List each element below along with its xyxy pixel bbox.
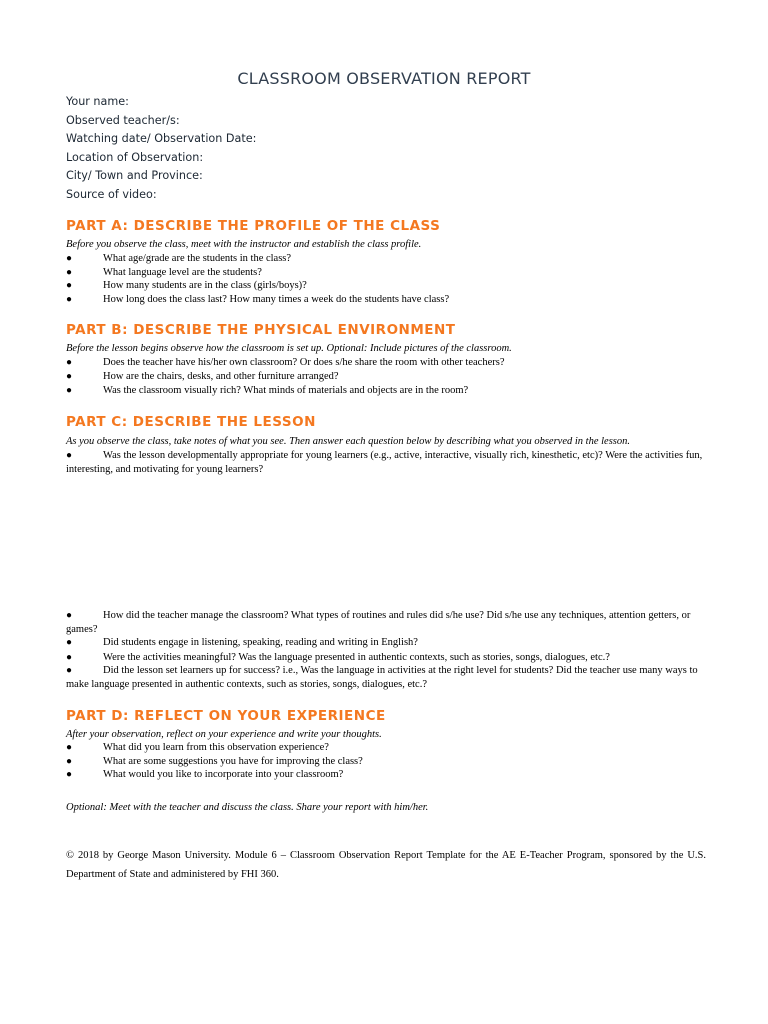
bullet-icon: ● xyxy=(66,637,73,648)
report-fields xyxy=(66,93,256,204)
bullet-icon: ● xyxy=(66,742,73,753)
list-item: ● Did the lesson set learners up for success? i.e., Was the language in activities at the right level for students? Did the teacher use many ways to make language presented in authentic contexts, such as stories, songs, dialogues, etc.? xyxy=(66,665,698,690)
bullet-icon: ● xyxy=(66,370,73,382)
part-c-list xyxy=(66,609,706,691)
part-c-heading: PART C: DESCRIBE THE LESSON xyxy=(66,414,316,430)
list-item: ● How long does the class last? How many times a week do the students have class? xyxy=(66,293,450,305)
bullet-icon: ● xyxy=(66,651,73,663)
field-observation-date: Watching date/ Observation Date: xyxy=(66,132,257,145)
part-a-intro: Before you observe the class, meet with the instructor and establish the class profile. xyxy=(66,239,422,250)
bullet-icon: ● xyxy=(66,450,73,461)
part-a-list xyxy=(66,252,706,306)
field-observed-teacher: Observed teacher/s: xyxy=(66,113,180,127)
bullet-icon: ● xyxy=(66,280,73,291)
part-b-heading: PART B: DESCRIBE THE PHYSICAL ENVIRONMENT xyxy=(66,322,456,338)
list-item: ● What are some suggestions you have for improving the class? xyxy=(66,755,363,767)
list-item: ● What did you learn from this observation experience? xyxy=(66,742,329,753)
list-item: ● What would you like to incorporate into your classroom? xyxy=(66,769,344,780)
field-your-name: Your name: xyxy=(66,95,129,108)
list-item: ● How many students are in the class (girls/boys)? xyxy=(66,280,307,291)
list-item: ● Does the teacher have his/her own classroom? Or does s/he share the room with other teachers? xyxy=(66,357,505,368)
bullet-icon: ● xyxy=(66,266,73,278)
optional-note: Optional: Meet with the teacher and discuss the class. Share your report with him/her. xyxy=(66,802,429,813)
part-c-first-list xyxy=(66,449,706,476)
report-title: CLASSROOM OBSERVATION REPORT xyxy=(237,69,531,88)
list-item: ● Were the activities meaningful? Was the language presented in authentic contexts, such as stories, songs, dialogues, etc.? xyxy=(66,651,610,663)
part-d-intro: After your observation, reflect on your experience and write your thoughts. xyxy=(66,729,382,740)
part-b-list xyxy=(66,356,706,398)
part-b-intro: Before the lesson begins observe how the classroom is set up. Optional: Include pictures of the classroom. xyxy=(66,343,512,354)
field-location: Location of Observation: xyxy=(66,150,204,164)
field-city-province: City/ Town and Province: xyxy=(66,169,203,182)
bullet-icon: ● xyxy=(66,755,73,767)
copyright-footer: © 2018 by George Mason University. Module 6 – Classroom Observation Report Template for the AE E-Teacher Program, sponsored by the U.S. Department of State and administered by FHI 360. xyxy=(66,850,706,880)
bullet-icon: ● xyxy=(66,610,73,621)
list-item: ● How are the chairs, desks, and other furniture arranged? xyxy=(66,370,339,382)
list-item: ● Did students engage in listening, speaking, reading and writing in English? xyxy=(66,637,418,648)
list-item: ● What age/grade are the students in the class? xyxy=(66,253,292,264)
field-video-source: Source of video: xyxy=(66,187,157,201)
bullet-icon: ● xyxy=(66,665,73,676)
part-d-list xyxy=(66,741,706,782)
bullet-icon: ● xyxy=(66,385,73,396)
list-item: ● Was the classroom visually rich? What minds of materials and objects are in the room? xyxy=(66,385,469,396)
part-d-heading: PART D: REFLECT ON YOUR EXPERIENCE xyxy=(66,708,386,724)
bullet-icon: ● xyxy=(66,357,73,368)
bullet-icon: ● xyxy=(66,253,73,264)
bullet-icon: ● xyxy=(66,769,73,780)
list-item: ● Was the lesson developmentally appropriate for young learners (e.g., active, interactive, visually rich, kinesthetic, etc)? Were the activities fun, interesting, and motivating for young learners? xyxy=(66,450,703,475)
part-c-intro: As you observe the class, take notes of what you see. Then answer each question below by describing what you observed in the lesson. xyxy=(66,436,630,447)
list-item: ● What language level are the students? xyxy=(66,266,262,278)
part-a-heading: PART A: DESCRIBE THE PROFILE OF THE CLASS xyxy=(66,218,441,234)
list-item: ● How did the teacher manage the classroom? What types of routines and rules did s/he use? Did s/he use any techniques, attention getters, or games? xyxy=(66,610,691,635)
bullet-icon: ● xyxy=(66,293,73,305)
